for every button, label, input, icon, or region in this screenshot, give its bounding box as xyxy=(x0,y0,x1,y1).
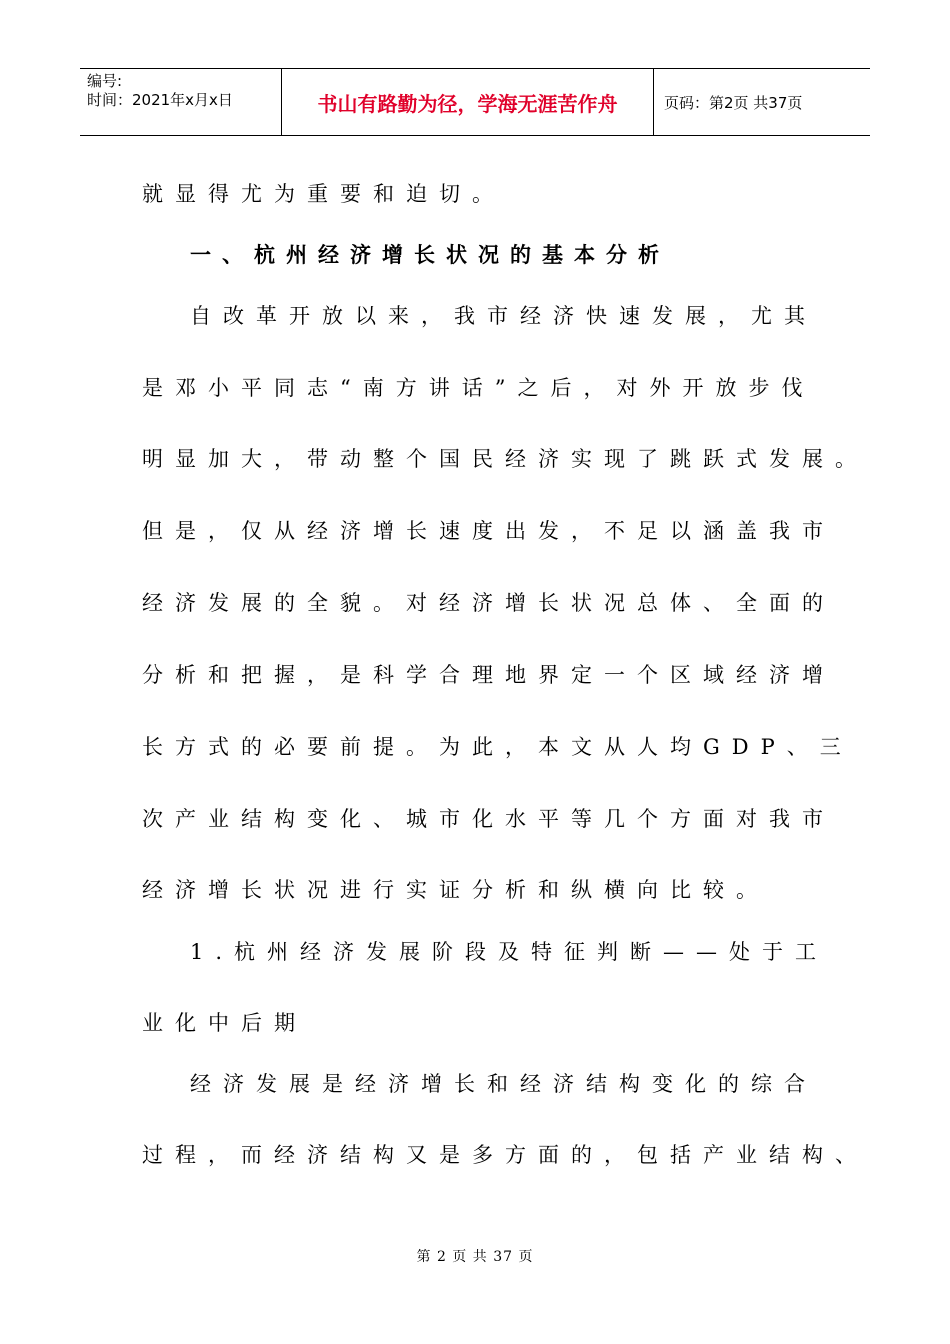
paragraph-line: 经济发展的全貌。对经济增长状况总体、全面的 xyxy=(142,591,835,615)
paragraph-line: 分析和把握，是科学合理地界定一个区域经济增 xyxy=(142,663,835,687)
paragraph-line: 次产业结构变化、城市化水平等几个方面对我市 xyxy=(142,807,835,831)
section-heading: 一、杭州经济增长状况的基本分析 xyxy=(190,243,670,267)
paragraph-line: 但是，仅从经济增长速度出发，不足以涵盖我市 xyxy=(142,519,835,543)
paragraph-line: 就显得尤为重要和迫切。 xyxy=(142,182,505,206)
paragraph-line: 是邓小平同志“南方讲话”之后，对外开放步伐 xyxy=(142,376,815,400)
paragraph-line: 长方式的必要前提。为此，本文从人均GDP、三 xyxy=(142,735,853,759)
subsection-heading-cont: 业化中后期 xyxy=(142,1011,307,1035)
paragraph-line: 经济增长状况进行实证分析和纵横向比较。 xyxy=(142,878,769,902)
number-label: 编号: xyxy=(87,72,123,90)
page-footer xyxy=(0,1246,950,1266)
page-info: 页码：第2页 共37页 xyxy=(664,93,803,112)
paragraph-line: 自改革开放以来，我市经济快速发展，尤其 xyxy=(190,304,817,328)
motto-text: 书山有路勤为径，学海无涯苦作舟 xyxy=(317,91,618,116)
time-label: 时间：2021年x月x日 xyxy=(87,91,233,109)
paragraph-line: 明显加大，带动整个国民经济实现了跳跃式发展。 xyxy=(142,447,868,471)
subsection-heading: 1.杭州经济发展阶段及特征判断——处于工 xyxy=(190,940,829,964)
paragraph-line: 经济发展是经济增长和经济结构变化的综合 xyxy=(190,1072,817,1096)
footer-page-number: 第 2 页 共 37 页 xyxy=(416,1249,534,1265)
paragraph-line: 过程，而经济结构又是多方面的，包括产业结构、 xyxy=(142,1143,868,1167)
